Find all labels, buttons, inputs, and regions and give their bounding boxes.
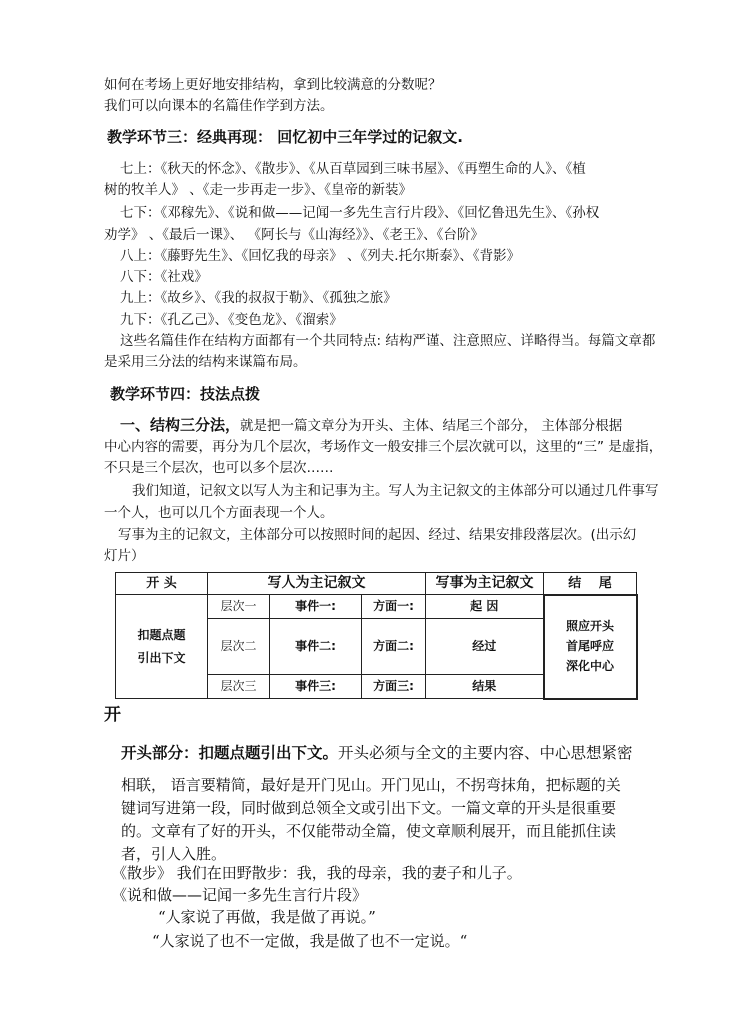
example-quote-2: “人家说了也不一定做，我是做了也不一定说。“ bbox=[152, 932, 468, 950]
ending-cell-line: 深化中心 bbox=[565, 659, 614, 673]
p2-line-1: 我们知道，记叙文以写人为主和记事为主。写人为主记叙文的主体部分可以通过几件事写 bbox=[132, 483, 659, 499]
p3-line-2: 灯片） bbox=[104, 548, 145, 564]
aspect-cell: 方面三: bbox=[362, 675, 426, 699]
story-cell: 经过 bbox=[426, 619, 544, 675]
opening-line: 键词写进第一段，同时做到总领全文或引出下文。一篇文章的开头是很重要 bbox=[121, 799, 617, 817]
list-line: 树的牧羊人》 、《走一步再走一步》、《皇帝的新装》 bbox=[104, 182, 413, 198]
level-cell: 层次二 bbox=[208, 619, 270, 675]
opening-cell-line: 引出下文 bbox=[137, 650, 186, 665]
section3-summary-2: 是采用三分法的结构来谋篇布局。 bbox=[104, 354, 307, 370]
list-line: 七上：《秋天的怀念》、《散步》、《从百草园到三味书屋》、《再塑生命的人》、《植 bbox=[120, 161, 586, 177]
ending-cell bbox=[544, 595, 637, 699]
list-line: 劝学》 、《最后一课》、 《阿长与《山海经》》、《老王》、《台阶》 bbox=[104, 227, 484, 243]
section3-heading: 教学环节三：经典再现： 回忆初中三年学过的记叙文. bbox=[107, 128, 463, 146]
level-cell: 层次三 bbox=[208, 675, 270, 699]
ending-cell-line: 首尾呼应 bbox=[565, 639, 614, 653]
event-cell: 事件二: bbox=[270, 619, 362, 675]
p1-rest: 就是把一篇文章分为开头、主体、结尾三个部分， 主体部分根据 bbox=[240, 418, 623, 434]
opening-cell-line: 扣题点题 bbox=[137, 627, 186, 642]
list-line: 九上：《故乡》、《我的叔叔于勒》、《孤独之旅》 bbox=[120, 290, 397, 306]
section4-heading: 教学环节四：技法点拨 bbox=[110, 385, 261, 403]
intro-line-2: 我们可以向课本的名篇佳作学到方法。 bbox=[104, 98, 334, 114]
opening-rest: 开头必须与全文的主要内容、中心思想紧密 bbox=[338, 744, 633, 762]
p2-line-2: 一个人，也可以几个方面表现一个人。 bbox=[104, 505, 334, 521]
opening-line: 者，引人入胜。 bbox=[121, 845, 227, 863]
p1-bold: 一、结构三分法， bbox=[120, 416, 241, 434]
opening-bold: 开头部分：扣题点题引出下文。 bbox=[121, 744, 339, 762]
example-sanbu: 《散步》 我们在田野散步：我，我的母亲，我的妻子和儿子。 bbox=[112, 864, 522, 882]
list-line: 九下：《孔乙己》、《变色龙》、《溜索》 bbox=[120, 312, 343, 328]
list-line: 八上：《藤野先生》、《回忆我的母亲》 、《列夫.托尔斯泰》、《背影》 bbox=[120, 248, 521, 264]
stray-character: 开 bbox=[104, 705, 121, 725]
story-cell: 起 因 bbox=[426, 595, 544, 619]
opening-cell bbox=[116, 595, 208, 699]
level-cell: 层次一 bbox=[208, 595, 270, 619]
p1-line-2: 中心内容的需要，再分为几个层次，考场作文一般安排三个层次就可以，这里的“三” 是虚指， bbox=[104, 439, 663, 455]
aspect-cell: 方面一: bbox=[362, 595, 426, 619]
header-event-narrative: 写事为主记叙文 bbox=[426, 573, 544, 595]
p1-line-1 bbox=[120, 414, 622, 436]
example-shuohezuo: 《说和做——记闻一多先生言行片段》 bbox=[112, 886, 368, 904]
opening-line: 相联， 语言要精简，最好是开门见山。开门见山，不拐弯抹角，把标题的关 bbox=[121, 776, 621, 794]
p3-line-1: 写事为主的记叙文，主体部分可以按照时间的起因、经过、结果安排段落层次。(出示幻 bbox=[118, 527, 637, 543]
header-ending: 结 尾 bbox=[544, 573, 637, 595]
opening-line-1 bbox=[121, 742, 633, 764]
list-line: 七下：《邓稼先》、《说和做——记闻一多先生言行片段》、《回忆鲁迅先生》、《孙权 bbox=[120, 205, 600, 221]
structure-table bbox=[115, 572, 638, 700]
event-cell: 事件一: bbox=[270, 595, 362, 619]
section3-summary-1: 这些名篇佳作在结构方面都有一个共同特点: 结构严谨、注意照应、详略得当。每篇文章都 bbox=[120, 333, 656, 349]
story-cell: 结果 bbox=[426, 675, 544, 699]
aspect-cell: 方面二: bbox=[362, 619, 426, 675]
event-cell: 事件三: bbox=[270, 675, 362, 699]
opening-line: 的。文章有了好的开头，不仅能带动全篇，使文章顺利展开，而且能抓住读 bbox=[121, 822, 617, 840]
list-line: 八下：《社戏》 bbox=[120, 269, 208, 285]
intro-line-1: 如何在考场上更好地安排结构，拿到比较满意的分数呢？ bbox=[104, 77, 442, 93]
header-opening: 开 头 bbox=[116, 573, 208, 595]
example-quote-1: “人家说了再做，我是做了再说。” bbox=[158, 908, 376, 926]
header-person-narrative: 写人为主记叙文 bbox=[208, 573, 426, 595]
ending-cell-line: 照应开头 bbox=[565, 619, 614, 633]
p1-line-3: 不只是三个层次，也可以多个层次…… bbox=[104, 460, 334, 476]
